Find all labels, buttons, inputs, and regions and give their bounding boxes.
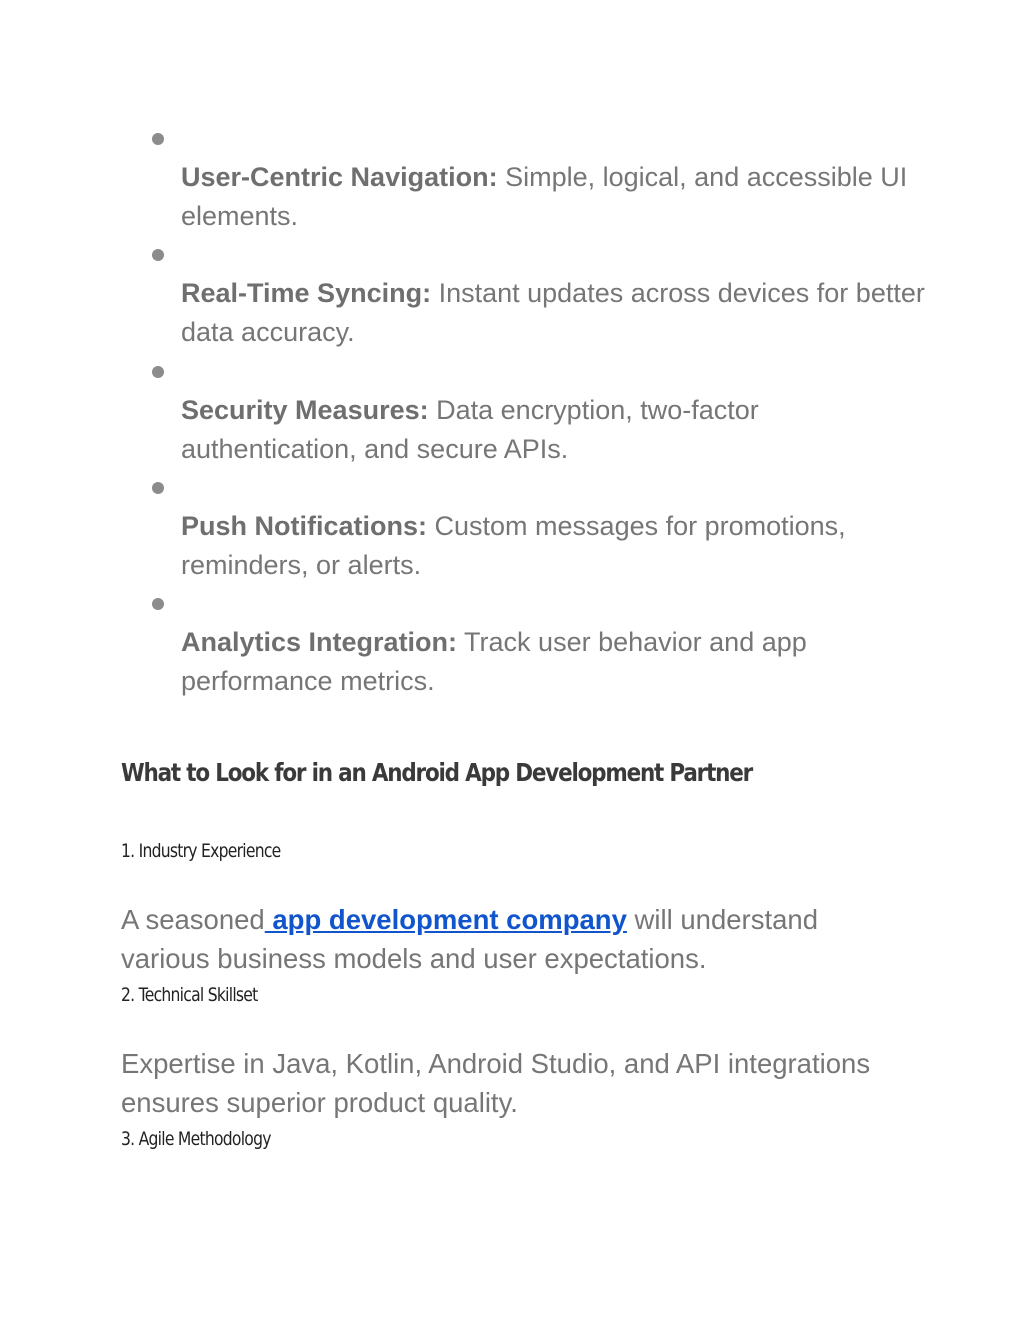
bullet-icon	[152, 133, 164, 145]
feature-term: Real-Time Syncing:	[181, 278, 432, 309]
list-item	[152, 357, 952, 473]
paragraph-text: will understand various business models and user expectations.	[121, 904, 818, 974]
feature-description: Track user behavior and app performance metrics.	[181, 627, 807, 697]
feature-description: Data encryption, two-factor authentication, and secure APIs.	[181, 394, 759, 464]
bullet-icon	[152, 482, 164, 494]
list-item	[152, 240, 952, 356]
feature-description: Instant updates across devices for better data accuracy.	[181, 278, 925, 348]
paragraph-industry-experience	[121, 900, 911, 978]
list-item	[152, 473, 952, 589]
feature-term: Analytics Integration:	[181, 627, 458, 658]
bullet-icon	[152, 366, 164, 378]
feature-description: Custom messages for promotions, reminders, or alerts.	[181, 510, 846, 580]
list-item-text	[181, 507, 941, 585]
feature-term: Push Notifications:	[181, 510, 428, 541]
subheading-industry-experience: 1. Industry Experience	[121, 840, 281, 862]
section-heading: What to Look for in an Android App Development Partner	[121, 758, 753, 787]
list-item	[152, 124, 952, 240]
list-item-text	[181, 623, 941, 701]
paragraph-technical-skillset: Expertise in Java, Kotlin, Android Studio, and API integrations ensures superior product quality.	[121, 1048, 871, 1118]
list-item-text	[181, 391, 941, 469]
subheading-agile-methodology: 3. Agile Methodology	[121, 1128, 271, 1150]
bullet-icon	[152, 598, 164, 610]
feature-description: Simple, logical, and accessible UI elements.	[181, 162, 908, 231]
subheading-technical-skillset: 2. Technical Skillset	[121, 984, 258, 1006]
list-item-text	[181, 158, 941, 236]
bullet-icon	[152, 249, 164, 261]
paragraph-text: A seasoned	[121, 904, 265, 935]
app-development-company-link[interactable]: app development company	[264, 904, 627, 935]
features-list	[152, 124, 952, 705]
feature-term: User-Centric Navigation:	[181, 162, 498, 192]
feature-term: Security Measures:	[181, 394, 429, 425]
list-item-text	[181, 274, 941, 352]
list-item	[152, 589, 952, 705]
